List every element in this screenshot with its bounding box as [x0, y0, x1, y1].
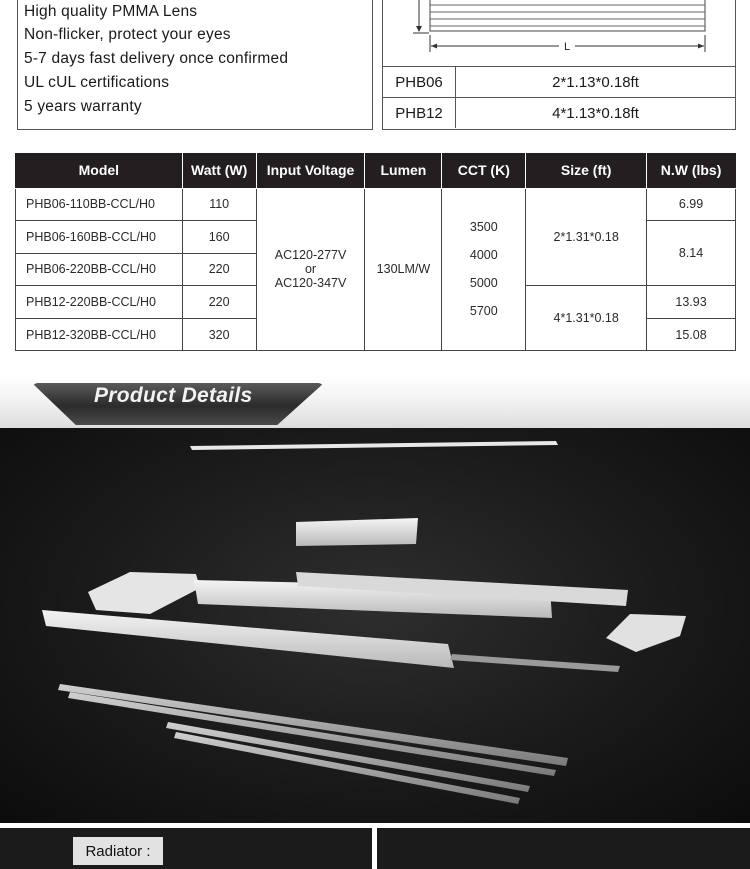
end-cap-left — [88, 572, 200, 614]
feature-item: 5 years warranty — [24, 98, 142, 115]
features-box — [17, 0, 373, 130]
feature-item: High quality PMMA Lens — [24, 3, 198, 20]
cell-model: PHB06-220BB-CCL/H0 — [16, 253, 183, 286]
cell-weight: 15.08 — [647, 318, 736, 351]
header-lumen: Lumen — [365, 153, 442, 188]
lens-tube — [42, 610, 454, 668]
size-value: 4*1.13*0.18ft — [552, 104, 639, 122]
dimension-box — [382, 0, 736, 130]
end-cap-right — [606, 614, 686, 652]
cell-watt: 320 — [182, 318, 256, 351]
cell-cct — [442, 188, 526, 351]
detail-panel — [377, 828, 750, 869]
cell-watt: 220 — [182, 286, 256, 319]
feature-item: Non-flicker, protect your eyes — [24, 26, 231, 43]
driver-box — [296, 518, 418, 546]
exploded-fixture-illustration — [0, 428, 750, 823]
size-model: PHB12 — [383, 98, 456, 128]
cct-value: 5700 — [469, 304, 498, 319]
header-weight: N.W (lbs) — [647, 153, 736, 188]
cct-value: 3500 — [469, 220, 498, 235]
radiator-bar — [174, 732, 520, 804]
cct-value: 4000 — [469, 248, 498, 263]
voltage-line: AC120-347V — [274, 276, 347, 291]
table-header-row — [16, 153, 736, 188]
cell-size: 4*1.31*0.18 — [526, 286, 647, 351]
led-strip — [190, 441, 558, 450]
cell-model: PHB06-160BB-CCL/H0 — [16, 221, 183, 254]
cell-weight: 8.14 — [647, 221, 736, 286]
cell-model: PHB12-220BB-CCL/H0 — [16, 286, 183, 319]
section-title: Product Details — [94, 384, 253, 407]
thin-bar — [450, 654, 620, 672]
radiator-label: Radiator : — [73, 837, 163, 865]
header-cct: CCT (K) — [442, 153, 526, 188]
cell-lumen: 130LM/W — [365, 188, 442, 351]
header-watt: Watt (W) — [182, 153, 256, 188]
size-value: 2*1.13*0.18ft — [552, 73, 639, 91]
size-row — [383, 97, 735, 128]
cell-weight: 13.93 — [647, 286, 736, 319]
cell-watt: 110 — [182, 188, 256, 221]
header-model: Model — [16, 153, 183, 188]
radiator-panel — [0, 828, 372, 869]
voltage-line: AC120-277V — [274, 248, 347, 263]
size-row — [383, 66, 735, 97]
cell-model: PHB06-110BB-CCL/H0 — [16, 188, 183, 221]
feature-item: 5-7 days fast delivery once confirmed — [24, 50, 289, 67]
cell-weight: 6.99 — [647, 188, 736, 221]
header-size: Size (ft) — [526, 153, 647, 188]
dimension-drawing — [383, 0, 735, 67]
cell-watt: 220 — [182, 253, 256, 286]
cct-value: 5000 — [469, 276, 498, 291]
voltage-line: or — [304, 262, 317, 277]
cell-model: PHB12-320BB-CCL/H0 — [16, 318, 183, 351]
feature-item: UL cUL certifications — [24, 74, 170, 91]
cell-input-voltage — [256, 188, 365, 351]
cell-size: 2*1.31*0.18 — [526, 188, 647, 286]
spec-table — [15, 153, 736, 351]
cell-watt: 160 — [182, 221, 256, 254]
exploded-view-photo — [0, 428, 750, 823]
size-model: PHB06 — [383, 67, 456, 97]
table-row — [16, 188, 736, 221]
length-label: L — [563, 41, 571, 53]
header-input-voltage: Input Voltage — [256, 153, 365, 188]
